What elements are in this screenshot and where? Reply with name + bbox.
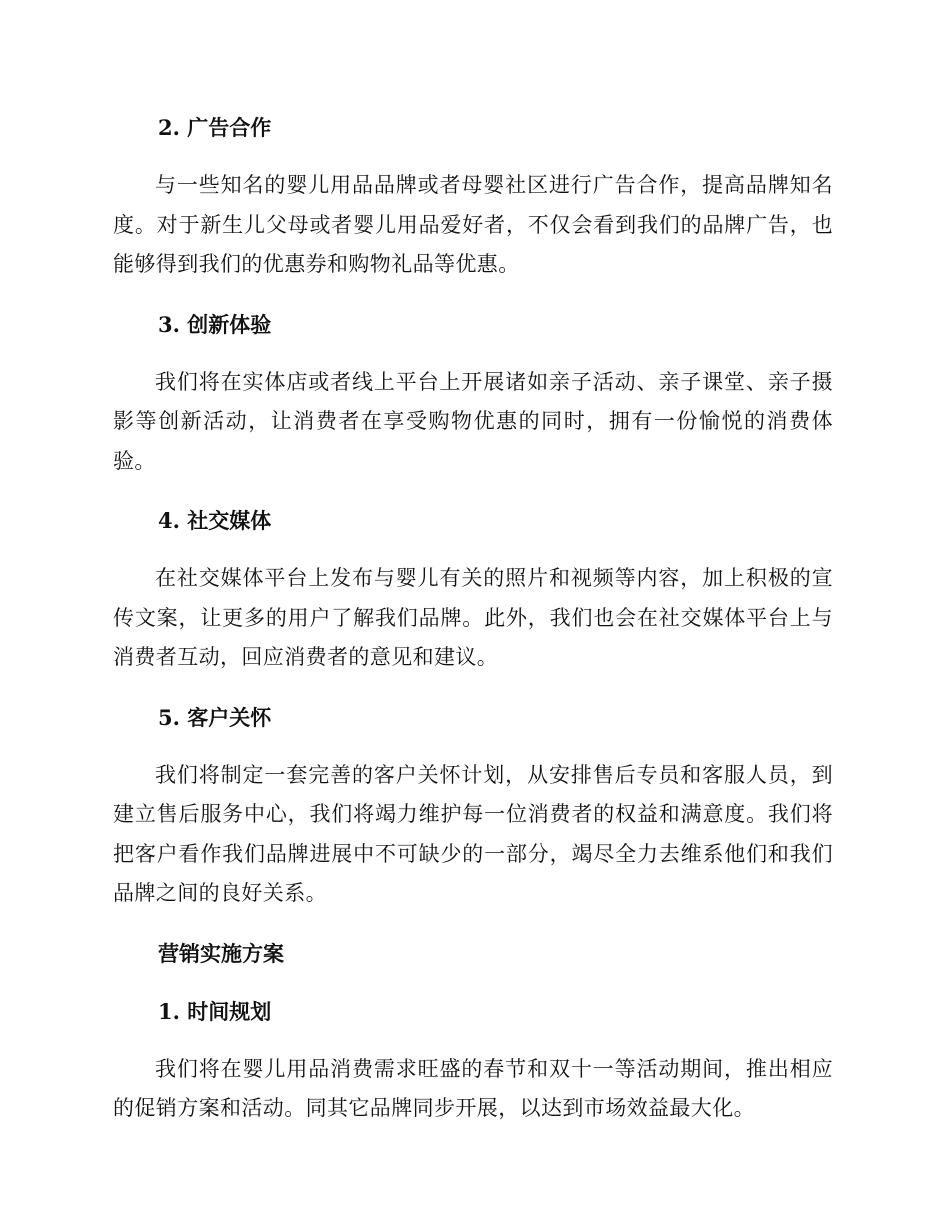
section-heading-customer-care: 5. 客户关怀 [158, 704, 272, 730]
section-heading-innovative-experience: 3. 创新体验 [158, 311, 272, 337]
section-heading-social-media: 4. 社交媒体 [158, 508, 272, 533]
section-paragraph-time-planning: 我们将在婴儿用品消费需求旺盛的春节和双十一等活动期间，推出相应的促销方案和活动。同其它品牌同步开展，以达到市场效益最大化。 [113, 1056, 833, 1120]
section-paragraph-social-media: 在社交媒体平台上发布与婴儿有关的照片和视频等内容，加上积极的宣传文案，让更多的用户了解我们品牌。此外，我们也会在社交媒体平台上与消费者互动，回应消费者的意见和建议。 [113, 566, 833, 669]
section-paragraph-innovative-experience: 我们将在实体店或者线上平台上开展诸如亲子活动、亲子课堂、亲子摄影等创新活动，让消费者在享受购物优惠的同时，拥有一份愉悦的消费体验。 [113, 369, 833, 473]
section-heading-ad-cooperation: 2. 广告合作 [158, 115, 272, 140]
section-paragraph-ad-cooperation: 与一些知名的婴儿用品品牌或者母婴社区进行广告合作，提高品牌知名度。对于新生儿父母或者婴儿用品爱好者，不仅会看到我们的品牌广告，也能够得到我们的优惠券和购物礼品等优惠。 [113, 173, 833, 276]
document-page [113, 108, 833, 1129]
implementation-title: 营销实施方案 [158, 940, 284, 966]
section-heading-time-planning: 1. 时间规划 [158, 998, 272, 1024]
section-paragraph-customer-care: 我们将制定一套完善的客户关怀计划，从安排售后专员和客服人员，到建立售后服务中心，我们将竭力维护每一位消费者的权益和满意度。我们将把客户看作我们品牌进展中不可缺少的一部分，竭尽全力去维系他们和我们品牌之间的良好关系。 [113, 762, 833, 905]
